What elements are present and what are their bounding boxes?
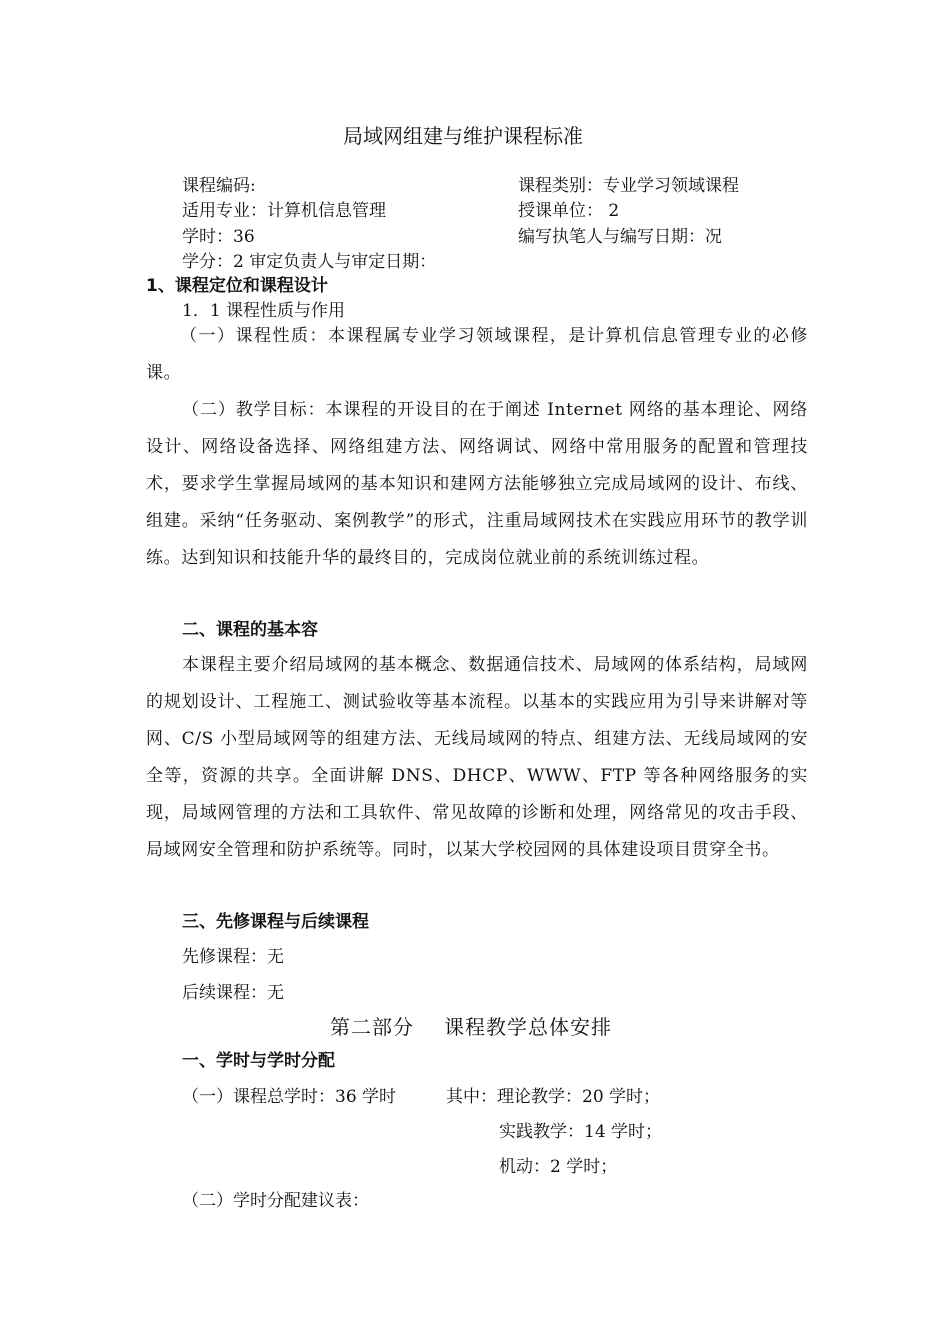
course-code: 课程编码: [182, 176, 256, 196]
applicable-major: 适用专业：计算机信息管理 [182, 201, 386, 221]
part2-title-number: 第二部分 [330, 1015, 414, 1039]
teaching-unit: 授课单位： 2 [518, 201, 620, 221]
document-title: 局域网组建与维护课程标准 [343, 124, 583, 148]
teaching-goal-paragraph: （二）教学目标：本课程的开设目的在于阐述 Internet 网络的基本理论、网络设计、网络设备选择、网络组建方法、网络调试、网络中常用服务的配置和管理技术，要求学生掌握局域网的基本知识和建网方法能够独立完成局域网的设计、布线、组建。采纳“任务驱动、案例教学”的形式，注重局域网技术在实践应用环节的教学训练。达到知识和技能升华的最终目的，完成岗位就业前的系统训练过程。 [146, 400, 808, 568]
followup-courses: 后续课程：无 [182, 983, 284, 1003]
total-hours: （一）课程总学时：36 学时 [182, 1087, 397, 1107]
basic-content-paragraph: 本课程主要介绍局域网的基本概念、数据通信技术、局域网的体系结构，局域网的规划设计、工程施工、测试验收等基本流程。以基本的实践应用为引导来讲解对等网、C/S 小型局域网等的组建方法、无线局域网的特点、组建方法、无线局域网的安全等，资源的共享。全面讲解 DNS、DHCP、WWW、FTP 等各种网络服务的实现，局域网管理的方法和工具软件、常见故障的诊断和处理，网络常见的攻击手段、局域网安全管理和防护系统等。同时，以某大学校园网的具体建设项目贯穿全书。 [146, 655, 808, 860]
author-date: 编写执笔人与编写日期：况 [518, 227, 722, 247]
practice-hours: 实践教学：14 学时； [499, 1122, 663, 1142]
prerequisite-courses: 先修课程：无 [182, 947, 284, 967]
part2-heading: 一、学时与学时分配 [182, 1051, 335, 1071]
section1-heading: 1、课程定位和课程设计 [146, 276, 328, 296]
flexible-hours: 机动：2 学时； [499, 1157, 618, 1177]
hours-table-intro: （二）学时分配建议表： [182, 1191, 369, 1211]
credits-reviewer: 学分：2 审定负责人与审定日期： [182, 252, 437, 272]
part2-title-text: 课程教学总体安排 [444, 1015, 612, 1039]
section2-heading: 二、课程的基本容 [182, 620, 318, 640]
section3-heading: 三、先修课程与后续课程 [182, 912, 369, 932]
course-hours: 学时：36 [182, 227, 255, 247]
course-nature-paragraph: （一）课程性质：本课程属专业学习领域课程，是计算机信息管理专业的必修课。 [146, 326, 808, 383]
course-category: 课程类别：专业学习领域课程 [518, 176, 739, 196]
part2-title [330, 1016, 612, 1038]
section1-subheading: 1．1 课程性质与作用 [182, 301, 346, 321]
theory-hours: 其中：理论教学：20 学时； [446, 1087, 661, 1107]
